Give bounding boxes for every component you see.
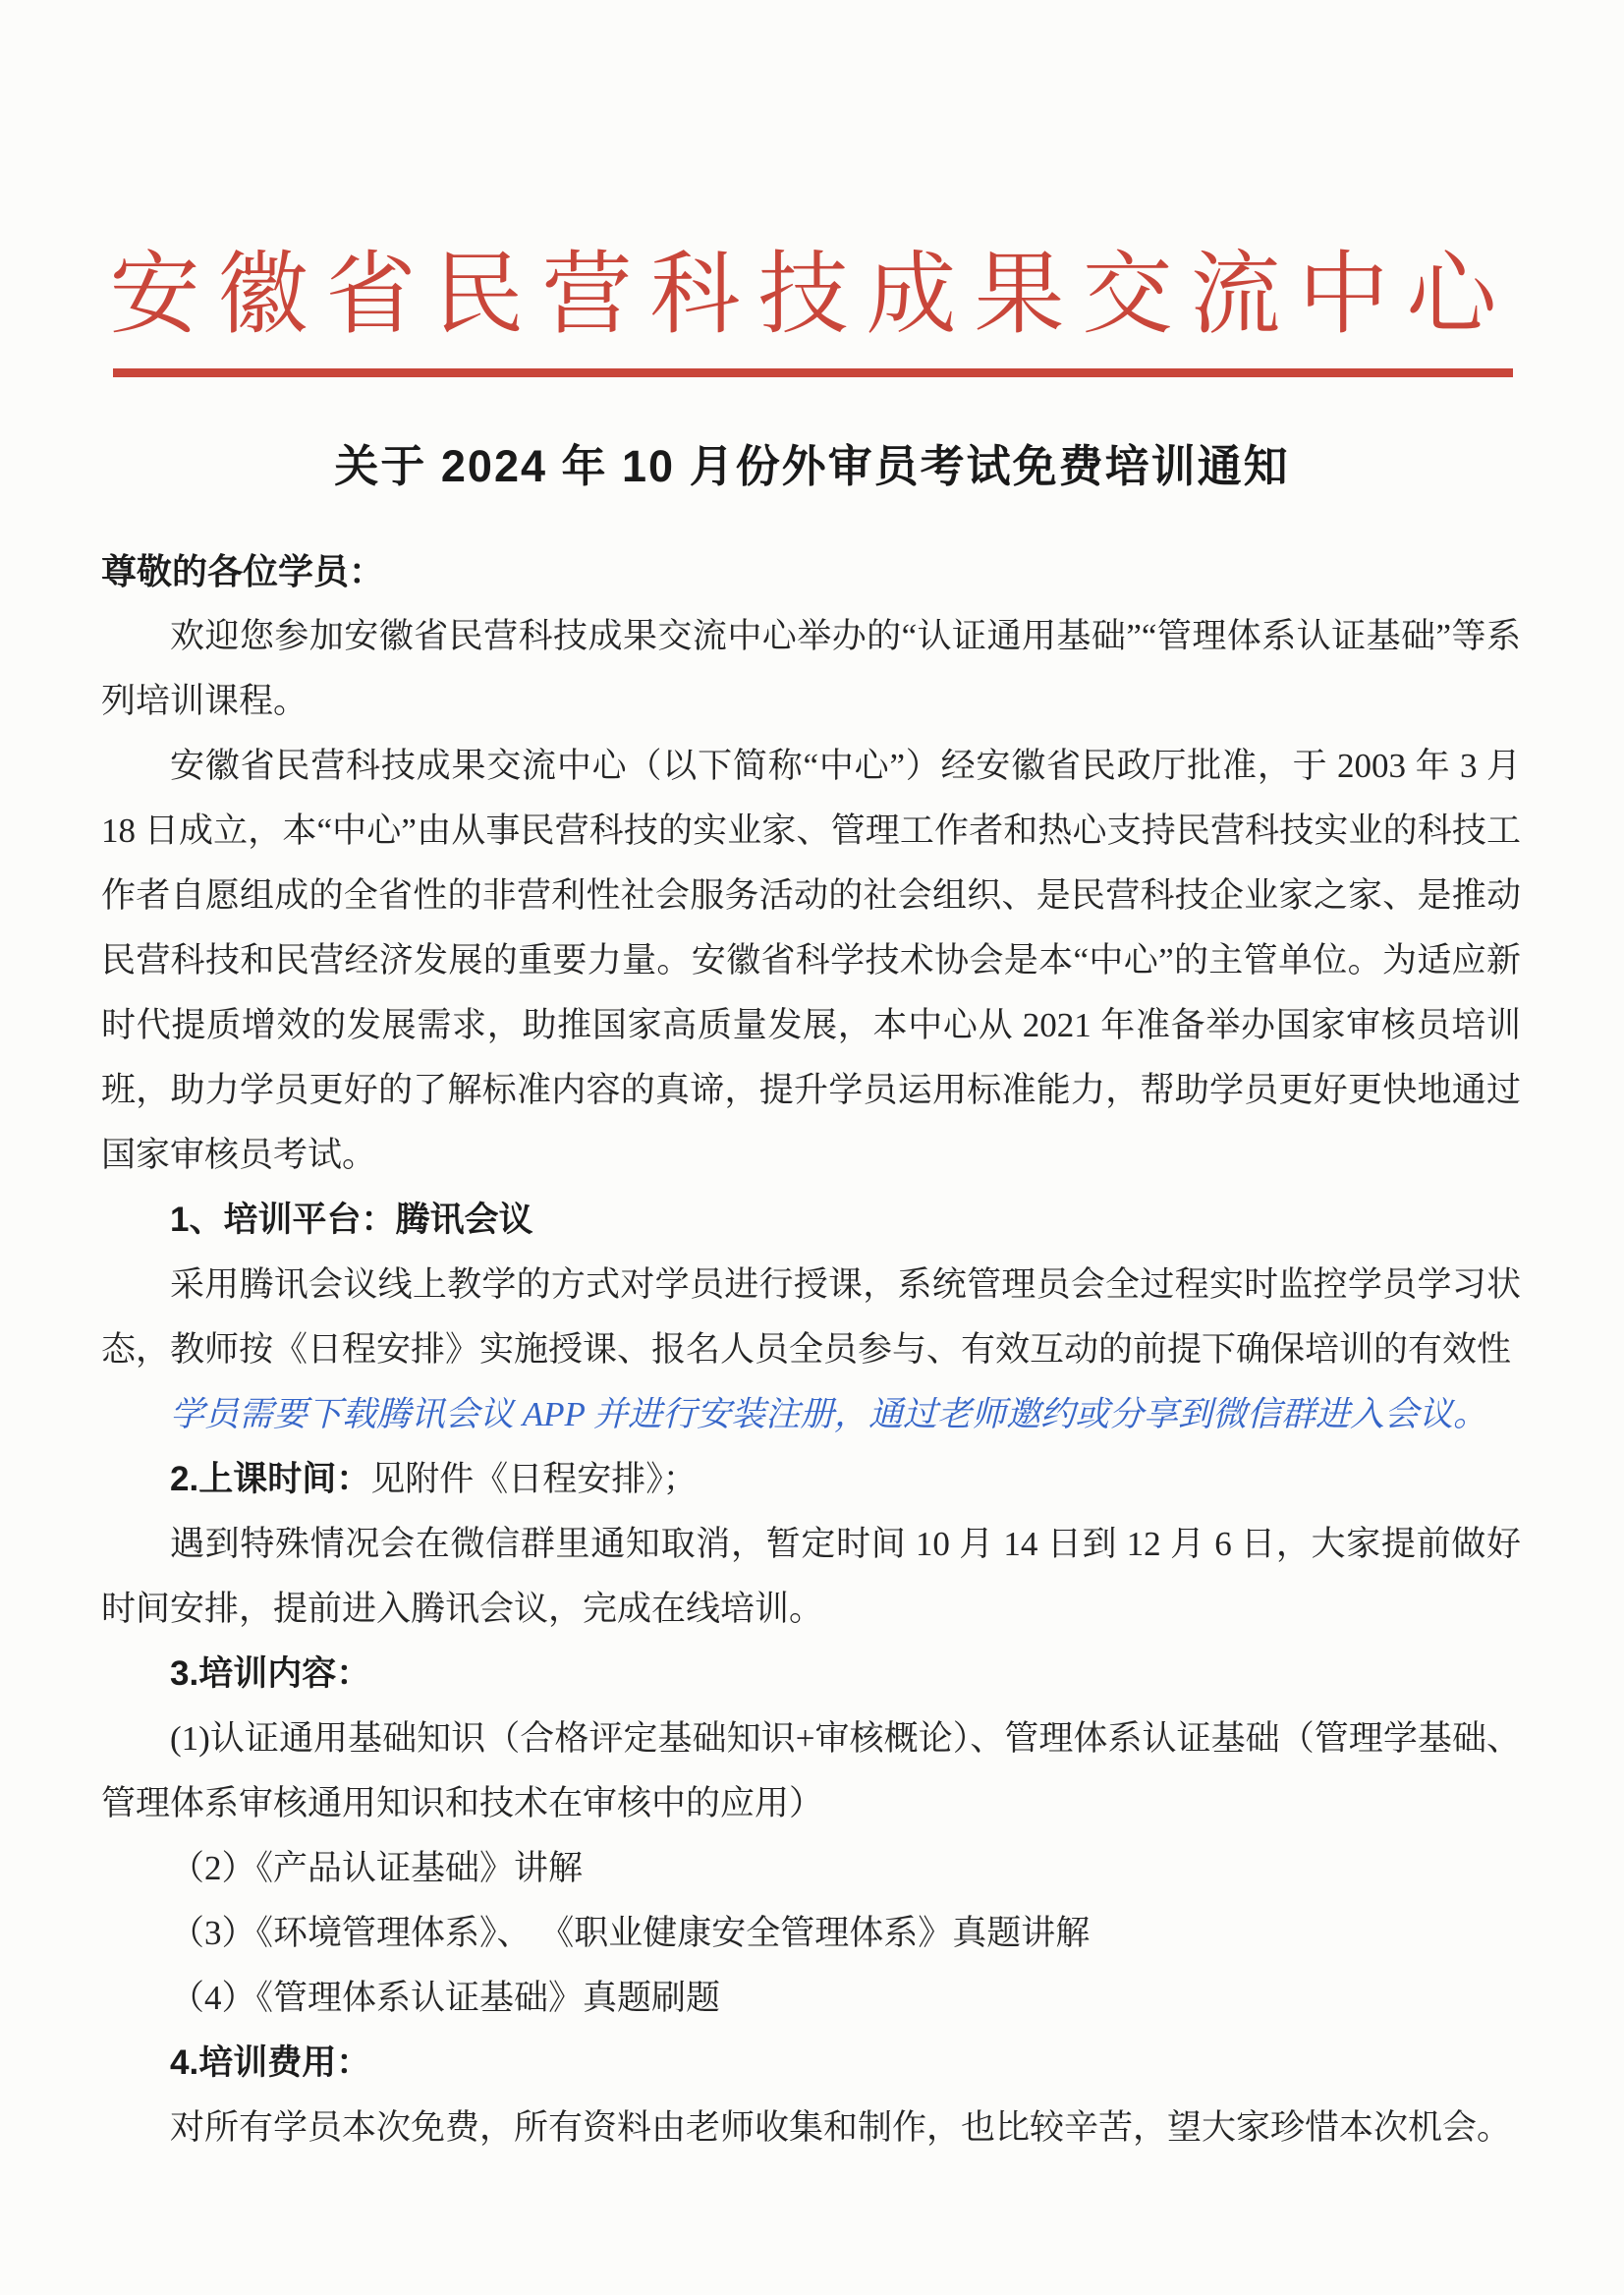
paragraph-center-introduction: 安徽省民营科技成果交流中心（以下简称“中心”）经安徽省民政厅批准，于 2003 年 3 月 18 日成立，本“中心”由从事民营科技的实业家、管理工作者和热心支持民营科技实业的科技工作者自愿组成的全省性的非营利性社会服务活动的社会组织、是民营科技企业家之家、是推动民营科技和民营经济发展的重要力量。安徽省科学技术协会是本“中心”的主管单位。为适应新时代提质增效的发展需求，助推国家高质量发展，本中心从 2021 年准备举办国家审核员培训班，助力学员更好的了解标准内容的真谛，提升学员运用标准能力，帮助学员更好更快地通过国家审核员考试。 [101,746,1521,1174]
section-4-heading [101,2031,1521,2096]
document-title: 关于 2024 年 10 月份外审员考试免费培训通知 [334,440,1290,491]
letterhead [0,0,1624,349]
training-content-item-2: （2）《产品认证基础》讲解 [170,1848,584,1887]
section-1-heading [101,1188,1521,1253]
section-2-line [101,1447,1521,1512]
section-1-heading-text: 1、培训平台：腾讯会议 [170,1200,533,1239]
document-body [101,539,1521,2160]
training-content-item-4: （4）《管理体系认证基础》真题刷题 [170,1978,721,2017]
section-3-heading [101,1642,1521,1707]
training-content-item-1: (1)认证通用基础知识（合格评定基础知识+审核概论）、管理体系认证基础（管理学基础、管理体系审核通用知识和技术在审核中的应用） [101,1718,1521,1822]
section-4-heading-text: 4.培训费用： [170,2043,371,2082]
paragraph-training-fee: 对所有学员本次免费，所有资料由老师收集和制作，也比较辛苦，望大家珍惜本次机会。 [170,2107,1512,2147]
paragraph-welcome: 欢迎您参加安徽省民营科技成果交流中心举办的“认证通用基础”“管理体系认证基础”等系列培训课程。 [101,616,1521,720]
section-2-heading-text: 2.上课时间： [170,1459,371,1498]
letterhead-divider [113,368,1513,377]
section-3-heading-text: 3.培训内容： [170,1653,371,1693]
section-2-value-text: 见附件《日程安排》； [370,1459,698,1498]
paragraph-training-platform: 采用腾讯会议线上教学的方式对学员进行授课，系统管理员会全过程实时监控学员学习状态，教师按《日程安排》实施授课、报名人员全员参与、有效互动的前提下确保培训的有效性 [101,1264,1521,1369]
note-tencent-meeting-app: 学员需要下载腾讯会议 APP 并进行安装注册，通过老师邀约或分享到微信群进入会议。 [170,1394,1488,1433]
paragraph-class-schedule: 遇到特殊情况会在微信群里通知取消，暂定时间 10 月 14 日到 12 月 6 日，大家提前做好时间安排，提前进入腾讯会议，完成在线培训。 [101,1524,1521,1628]
training-content-item-3: （3）《环境管理体系》、 《职业健康安全管理体系》真题讲解 [170,1913,1091,1952]
salutation: 尊敬的各位学员： [101,550,385,591]
organization-name: 安徽省民营科技成果交流中心 [109,245,1515,345]
